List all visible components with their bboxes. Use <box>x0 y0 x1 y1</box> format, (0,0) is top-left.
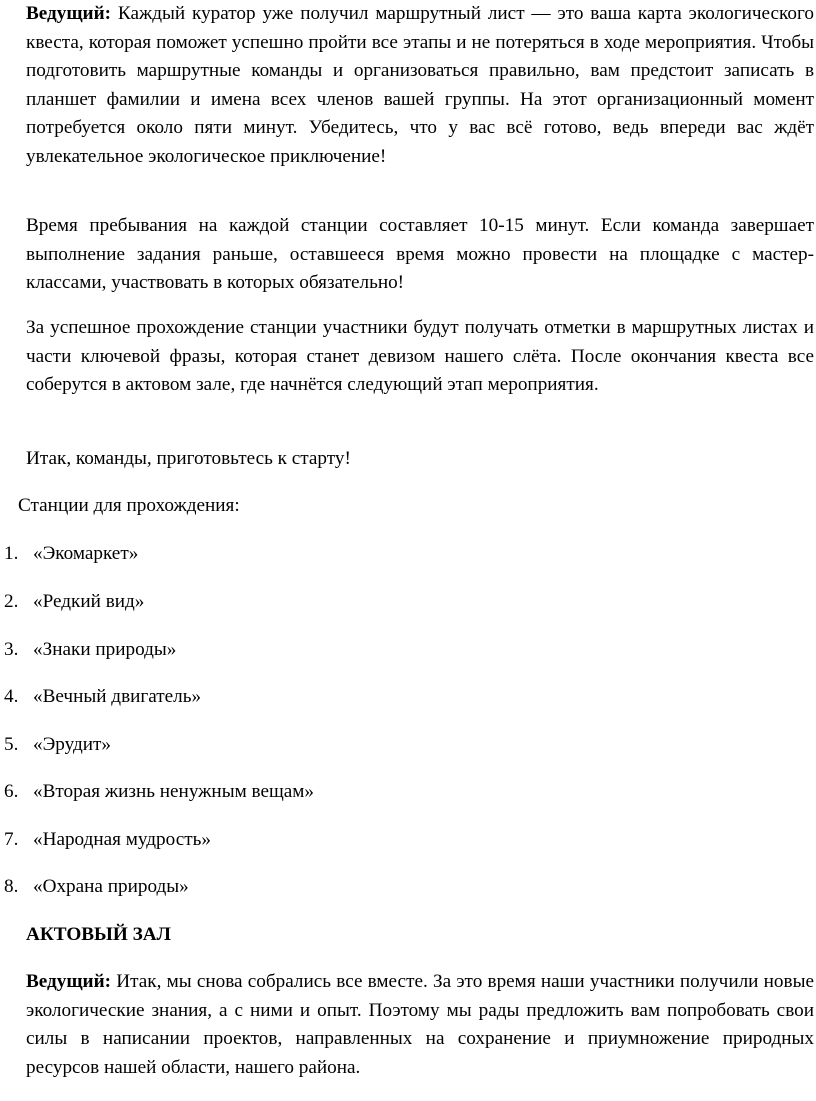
list-number: 6. <box>4 781 19 802</box>
start-line: Итак, команды, приготовьтесь к старту! <box>26 448 351 469</box>
station-name: «Вечный двигатель» <box>33 686 202 707</box>
speaker-label: Ведущий: <box>26 3 112 24</box>
station-name: «Редкий вид» <box>33 591 145 612</box>
station-name: «Эрудит» <box>33 734 111 755</box>
list-number: 1. <box>4 543 19 564</box>
list-number: 5. <box>4 734 19 755</box>
station-name: «Экомаркет» <box>33 543 139 564</box>
intro-text: Каждый куратор уже получил маршрутный лист — это ваша карта экологического квеста, которая поможет успешно пройти все этапы и не потеряться в ходе мероприятия. Чтобы подготовить маршрутные команды и организоваться правильно, вам предстоит записать в планшет фамилии и имена всех членов вашей группы. На этот организационный момент потребуется около пяти минут. Убедитесь, что у вас всё готово, ведь впереди вас ждёт увлекательное экологическое приключение! <box>26 3 814 167</box>
station-name: «Народная мудрость» <box>33 829 211 850</box>
list-number: 4. <box>4 686 19 707</box>
intro-paragraph <box>26 0 814 172</box>
rewards-paragraph: За успешное прохождение станции участники будут получать отметки в маршрутных листах и части ключевой фразы, которая станет девизом нашего слёта. После окончания квеста все соберутся в актовом зале, где начнётся следующий этап мероприятия. <box>26 317 814 396</box>
list-number: 3. <box>4 639 19 660</box>
list-number: 8. <box>4 876 19 897</box>
list-number: 2. <box>4 591 19 612</box>
station-name: «Вторая жизнь ненужным вещам» <box>33 781 315 802</box>
timing-paragraph: Время пребывания на каждой станции составляет 10-15 минут. Если команда завершает выполнение задания раньше, оставшееся время можно провести на площадке с мастер-классами, участвовать в которых обязательно! <box>26 215 814 294</box>
list-number: 7. <box>4 829 19 850</box>
speaker-label: Ведущий: <box>26 971 112 992</box>
station-name: «Знаки природы» <box>33 639 177 660</box>
section-heading: АКТОВЫЙ ЗАЛ <box>26 924 171 945</box>
station-name: «Охрана природы» <box>33 876 189 897</box>
stations-title: Станции для прохождения: <box>18 495 240 516</box>
assembly-hall-paragraph <box>26 968 814 1082</box>
assembly-hall-text: Итак, мы снова собрались все вместе. За это время наши участники получили новые экологические знания, а с ними и опыт. Поэтому мы рады предложить вам попробовать свои силы в написании проектов, направленных на сохранение и приумножение природных ресурсов нашей области, нашего района. <box>26 971 814 1078</box>
